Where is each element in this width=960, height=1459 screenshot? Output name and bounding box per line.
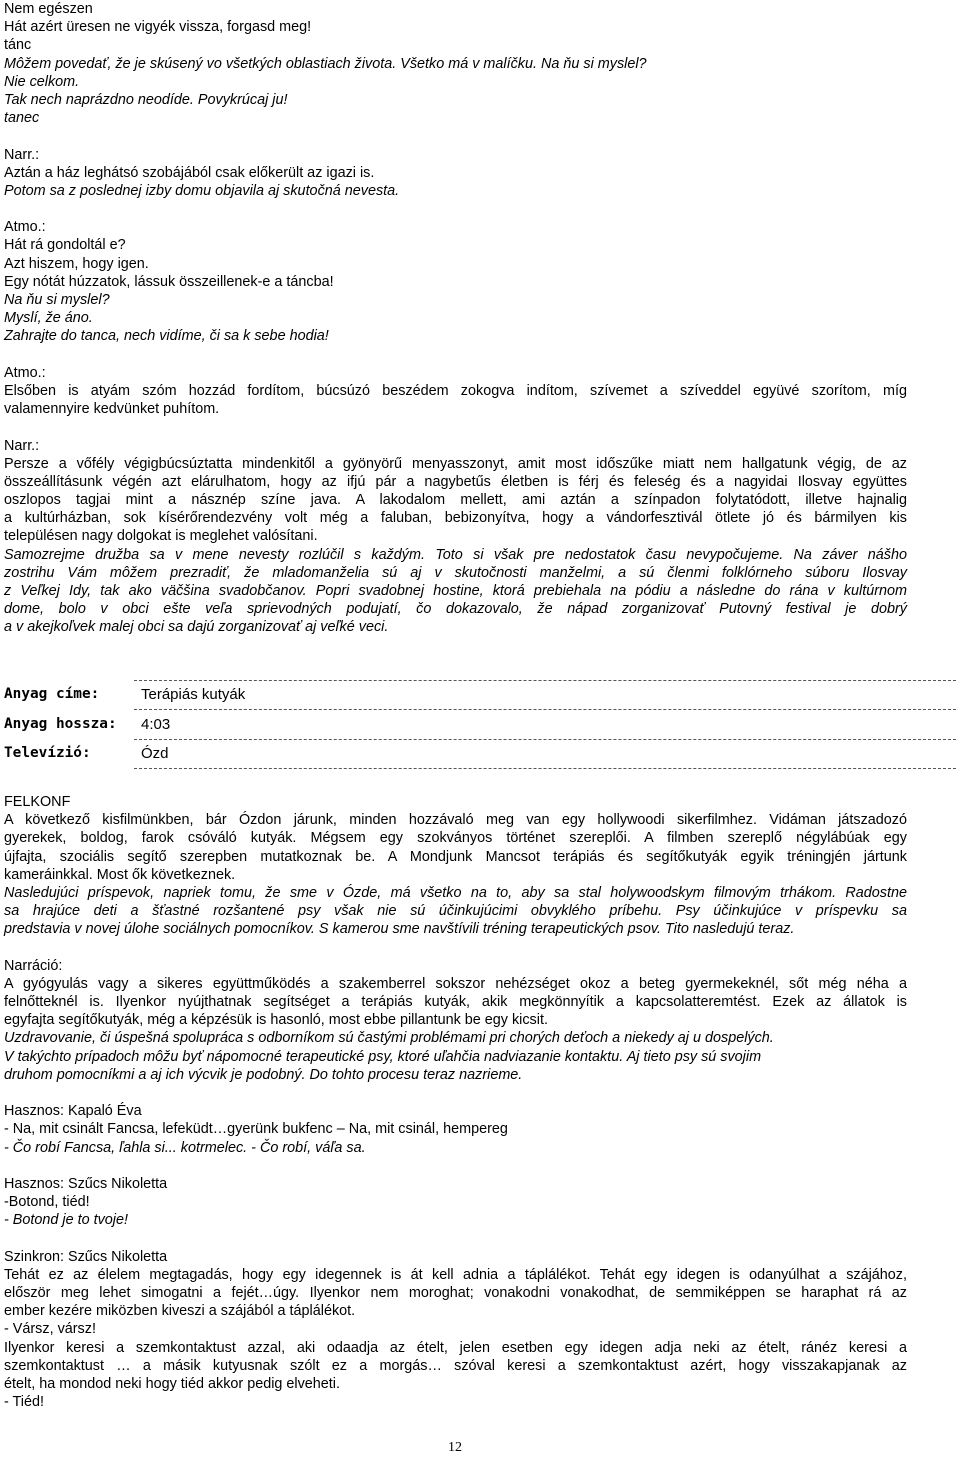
text-line: Egy nótát húzzatok, lássuk összeillenek-e a táncba! (4, 273, 334, 290)
text-line: Hát azért üresen ne vigyék vissza, forgasd meg! (4, 19, 312, 36)
text-line: - Tiéd! (4, 1394, 44, 1411)
text-line: Narráció: (4, 957, 63, 974)
text-line: Na ňu si myslel? (4, 292, 110, 308)
text-line: tánc (4, 37, 32, 54)
title-value: Terápiás kutyák (141, 686, 246, 703)
text-line: felnőtteknél is. Ilyenkor nyújthatnak segítséget a terápiás kutyák, akik megkönnyítik a kapcsolatteremtést. Ezek az állatok is (4, 994, 907, 1011)
text-line: V takýchto prípadoch môžu byť nápomocné terapeutické psy, ktoré uľahčia nadviazanie kontaktu. Aj tieto psy sú svojim (4, 1048, 762, 1065)
material-metadata (4, 672, 956, 782)
text-line: összeállításunk végén azt elárulhatom, hogy az ifjú pár a nagybetűs életben is férj és feleség és a nagyidai Ilosvay együttes (4, 473, 907, 490)
paragraph-gap (4, 346, 907, 364)
paragraph-gap (4, 127, 907, 145)
text-line: Aztán a ház leghátsó szobájából csak előkerült az igazi is. (4, 164, 375, 181)
paragraph-gap (4, 939, 907, 957)
text-line: z Veľkej Idy, tak ako väčšina svadobčanov. Popri svadobnej hostine, ktorá prebiehala na pódiu a následne do rána v kultúrnom (4, 583, 907, 599)
text-line: Hasznos: Szűcs Nikoletta (4, 1175, 168, 1192)
text-line: Nem egészen (4, 1, 93, 17)
text-line: Elsőben is atyám szóm hozzád fordítom, búcsúzó beszédem zokogva indítom, szívemet a szíveddel együvé szorítom, míg (4, 382, 907, 399)
title-label: Anyag címe: (4, 686, 100, 702)
text-line: Szinkron: Szűcs Nikoletta (4, 1248, 168, 1265)
text-line: Zahrajte do tanca, nech vidíme, či sa k sebe hodia! (4, 328, 329, 345)
text-line: Hát rá gondoltál e? (4, 237, 126, 254)
text-line: Nasledujúci príspevok, napriek tomu, že sme v Ózde, má všetko na to, aby sa stal holywoodskym filmovým trhákom. Radostne (4, 884, 907, 901)
text-line: A gyógyulás vagy a sikeres együttműködés a szakemberrel sokszor nehézséget okoz a beteg gyermekeknél, sőt még néha a (4, 975, 907, 992)
text-line: Nie celkom. (4, 73, 80, 90)
text-line: szemkontaktust … a másik kutyusnak szólt ez a morgás… szóval keresi a szemkontaktust azért, hogy visszakapjanak az (4, 1357, 907, 1374)
divider (134, 768, 956, 769)
text-line: - Botond je to tvoje! (4, 1212, 128, 1229)
text-line: Môžem povedať, že je skúsený vo všetkých oblastiach života. Všetko má v malíčku. Na ňu si myslel? (4, 55, 647, 72)
text-line: újfajta, szociális segítő szerepben mutatkoznak be. A Mondjunk Mancsot terápiás és segítőkutyák egyik tréningjén jártunk (4, 848, 907, 865)
text-line: Potom sa z poslednej izby domu objavila aj skutočná nevesta. (4, 182, 400, 199)
paragraph-gap (4, 1230, 907, 1248)
text-line: sa hrajúce deti a šťastné rozšantené psy však nie sú účinkujúcimi obvyklého príbehu. Psy účinkujúce v príspevku sa (4, 903, 907, 920)
text-line: Tak nech naprázdno neodíde. Povykrúcaj ju! (4, 91, 288, 108)
text-line: ember kezére miközben kiveszi a szájából a táplálékot. (4, 1303, 356, 1320)
paragraph-gap (4, 200, 907, 218)
text-line: a v akejkoľvek malej obci sa dajú zorganizovať aj veľké veci. (4, 619, 389, 636)
text-line: kameráinkkal. Most ők következnek. (4, 866, 236, 883)
length-label: Anyag hossza: (4, 716, 117, 732)
text-line: Uzdravovanie, či úspešná spolupráca s odborníkom sú častými problémami pri chorých deťoch a niekedy aj u dospelých. (4, 1030, 774, 1047)
text-line: Persze a vőfély végigbúcsúztatta mindenkitől a gyönyörű menyasszonyt, amit most időszűke miatt nem hallgatunk végig, de az (4, 455, 907, 472)
text-line: Narr.: (4, 146, 40, 163)
text-line: A következő kisfilmünkben, bár Ózdon járunk, minden hozzávaló meg van egy hollywoodi sikerfilmhez. Vidáman játszadozó (4, 812, 907, 829)
divider (134, 680, 956, 681)
text-line: Myslí, že áno. (4, 310, 93, 327)
divider (134, 739, 956, 740)
tv-label: Televízió: (4, 745, 91, 761)
paragraph-gap (4, 1084, 907, 1102)
text-line: zostrihu Vám môžem prezradiť, že mladomanželia sú aj v skutočnosti manželmi, a sú členmi folklórneho súboru Ilosvay (4, 564, 907, 581)
text-line: Samozrejme družba sa v mene nevesty rozlúčil s každým. Toto si však pre nedostatok času nevypočujeme. Na záver nášho (4, 546, 907, 563)
text-line: FELKONF (4, 794, 71, 810)
text-line: Atmo.: (4, 364, 46, 381)
text-line: Ilyenkor keresi a szemkontaktust azzal, aki odaadja az ételt, jelen esetben egy idegen adja neki az ételt, ránéz keresi a (4, 1339, 907, 1356)
text-line: predstavia v novej úlohe sociálnych pomocníkov. S kamerou sme navštívili tréning terapeutických psov. Tito nasledujú teraz. (4, 921, 795, 938)
divider (134, 709, 956, 710)
text-line: Atmo.: (4, 219, 46, 236)
text-line: településen nagy dolgokat is meglehet valósítani. (4, 528, 318, 545)
text-line: tanec (4, 110, 40, 127)
text-line: Narr.: (4, 437, 40, 454)
text-line: ételt, ha mondod neki hogy tiéd akkor pedig elveheti. (4, 1376, 341, 1392)
text-line: - Na, mit csinált Fancsa, lefeküdt…gyerünk bukfenc – Na, mit csinál, hempereg (4, 1121, 508, 1138)
text-line: Tehát ez az élelem megtagadás, hogy egy idegennek is át kell adnia a táplálékot. Tehát egy idegen is odanyúlhat a szájához, (4, 1266, 907, 1283)
tv-value: Ózd (141, 745, 169, 762)
text-line: Azt hiszem, hogy igen. (4, 255, 149, 272)
script-bottom-section (4, 793, 907, 1411)
page-number: 12 (448, 1440, 462, 1455)
text-line: először meg lehet simogatni a fejét…úgy. Ilyenkor nem moroghat; vonakodni vonakodhat, de semmiképpen se haraphat rá az (4, 1285, 907, 1302)
text-line: gyerekek, boldog, farok csóváló kutyák. Mégsem egy szokványos történet szereplői. A filmben szereplő négylábúak egy (4, 830, 907, 847)
text-line: a kultúrházban, sok kísérőrendezvény volt még a faluban, bebizonyítva, hogy a vándorfesztivál ötlete jó és bármilyen kis (4, 510, 907, 527)
text-line: egyfajta segítőkutyák, még a képzésük is hasonló, most ebbe pillantunk be egy kicsit. (4, 1012, 548, 1029)
script-top-section (4, 0, 907, 637)
text-line: valamennyire kedvünket puhítom. (4, 401, 220, 418)
length-value: 4:03 (141, 716, 171, 733)
text-line: druhom pomocníkmi a aj ich výcvik je podobný. Do tohto procesu teraz nazrieme. (4, 1066, 523, 1083)
text-line: - Vársz, vársz! (4, 1321, 96, 1338)
text-line: dome, bolo v obci ešte veľa sprievodných podujatí, čo dokazovalo, že nápad zorganizovať Putovný festival je dobrý (4, 601, 907, 618)
text-line: - Čo robí Fancsa, ľahla si... kotrmelec. - Čo robí, váľa sa. (4, 1139, 366, 1156)
text-line: -Botond, tiéd! (4, 1194, 90, 1211)
paragraph-gap (4, 418, 907, 436)
paragraph-gap (4, 1157, 907, 1175)
text-line: Hasznos: Kapaló Éva (4, 1103, 142, 1120)
text-line: oszlopos tagjai mint a násznép színe java. A lakodalom mellett, ami aztán a színpadon folytatódott, illetve hajnalig (4, 492, 907, 509)
